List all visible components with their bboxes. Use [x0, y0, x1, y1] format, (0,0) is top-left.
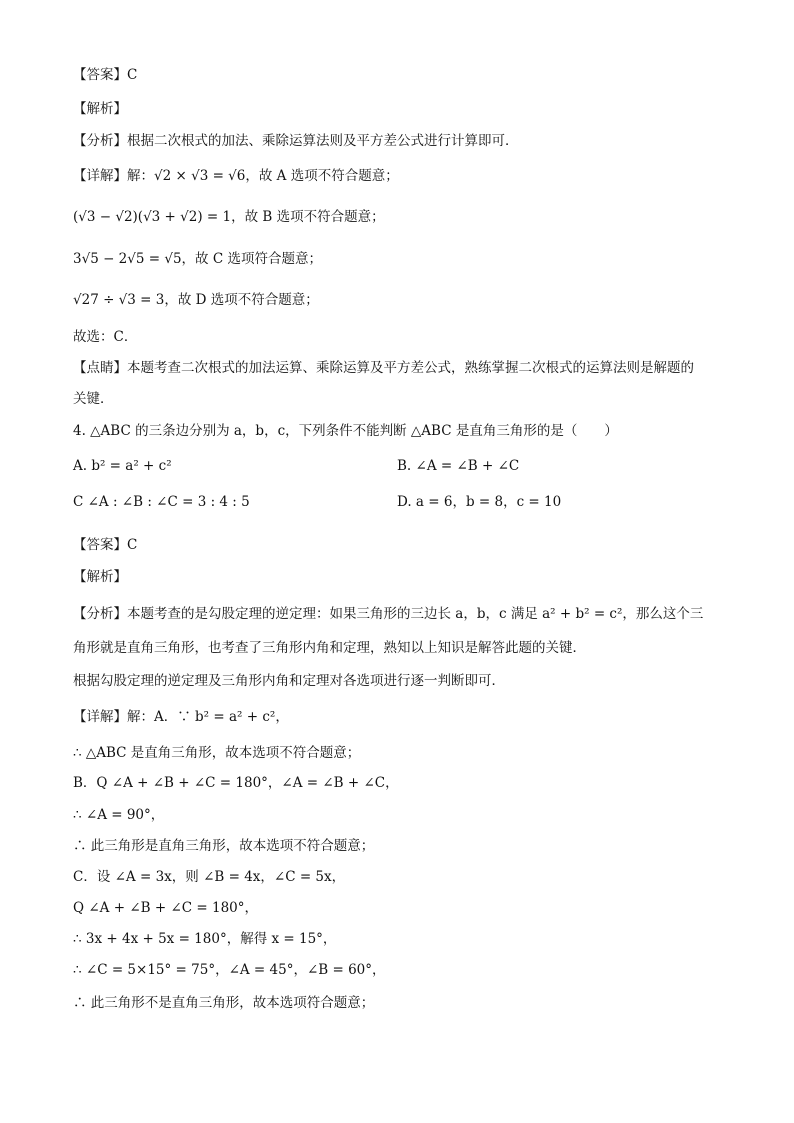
q4-detail-2: ∴ △ABC 是直角三角形，故本选项不符合题意；	[73, 745, 361, 761]
q3-analysis-title: 【解析】	[73, 101, 127, 117]
q4-detail-7: Q ∠A + ∠B + ∠C = 180°，	[73, 900, 258, 916]
q3-comment-1: 【点睛】本题考查二次根式的加法运算、乘除运算及平方差公式，熟练掌握二次根式的运算法则是解题的	[73, 360, 694, 376]
q3-detail-4: √27 ÷ √3 = 3，故 D 选项不符合题意；	[73, 292, 319, 308]
q4-option-a: A. b² = a² + c²	[73, 458, 172, 474]
q3-fenxi: 【分析】根据二次根式的加法、乘除运算法则及平方差公式进行计算即可．	[73, 133, 519, 149]
q4-detail-4: ∴ ∠A = 90°，	[73, 807, 165, 823]
q3-detail-3: 3√5 − 2√5 = √5，故 C 选项符合题意；	[73, 251, 322, 267]
q4-detail-10: ∴ 此三角形不是直角三角形，故本选项符合题意；	[73, 995, 375, 1011]
q4-option-b: B. ∠A = ∠B + ∠C	[397, 458, 520, 474]
q4-detail-3: B．Q ∠A + ∠B + ∠C = 180°，∠A = ∠B + ∠C，	[73, 775, 399, 791]
q4-detail-5: ∴ 此三角形是直角三角形，故本选项不符合题意；	[73, 838, 375, 854]
q3-comment-2: 关键．	[73, 391, 114, 407]
q4-answer: 【答案】C	[73, 537, 138, 553]
q4-fenxi-2: 角形就是直角三角形，也考查了三角形内角和定理，熟知以上知识是解答此题的关键．	[73, 640, 586, 656]
q4-fenxi-3: 根据勾股定理的逆定理及三角形内角和定理对各选项进行逐一判断即可．	[73, 673, 505, 689]
q4-detail-6: C．设 ∠A = 3x，则 ∠B = 4x，∠C = 5x，	[73, 869, 346, 885]
q4-detail-8: ∴ 3x + 4x + 5x = 180°，解得 x = 15°，	[73, 931, 337, 947]
q4-stem: 4. △ABC 的三条边分别为 a，b，c，下列条件不能判断 △ABC 是直角三角形的是（ ）	[73, 423, 618, 439]
q4-detail-1: 【详解】解：A．∵ b² = a² + c²，	[73, 709, 289, 725]
q4-option-d: D. a = 6，b = 8，c = 10	[397, 494, 562, 510]
q3-detail-2: (√3 − √2)(√3 + √2) = 1，故 B 选项不符合题意；	[73, 209, 385, 225]
q3-answer: 【答案】C	[73, 67, 138, 83]
q4-fenxi-1: 【分析】本题考查的是勾股定理的逆定理：如果三角形的三边长 a，b，c 满足 a² + b² = c²，那么这个三	[73, 606, 704, 622]
q4-analysis-title: 【解析】	[73, 569, 127, 585]
q3-choose: 故选：C．	[73, 329, 138, 345]
q3-detail-1: 【详解】解：√2 × √3 = √6，故 A 选项不符合题意；	[73, 168, 399, 184]
q4-option-c: C ∠A : ∠B : ∠C = 3 : 4 : 5	[73, 494, 250, 510]
q4-detail-9: ∴ ∠C = 5×15° = 75°，∠A = 45°，∠B = 60°，	[73, 962, 386, 978]
